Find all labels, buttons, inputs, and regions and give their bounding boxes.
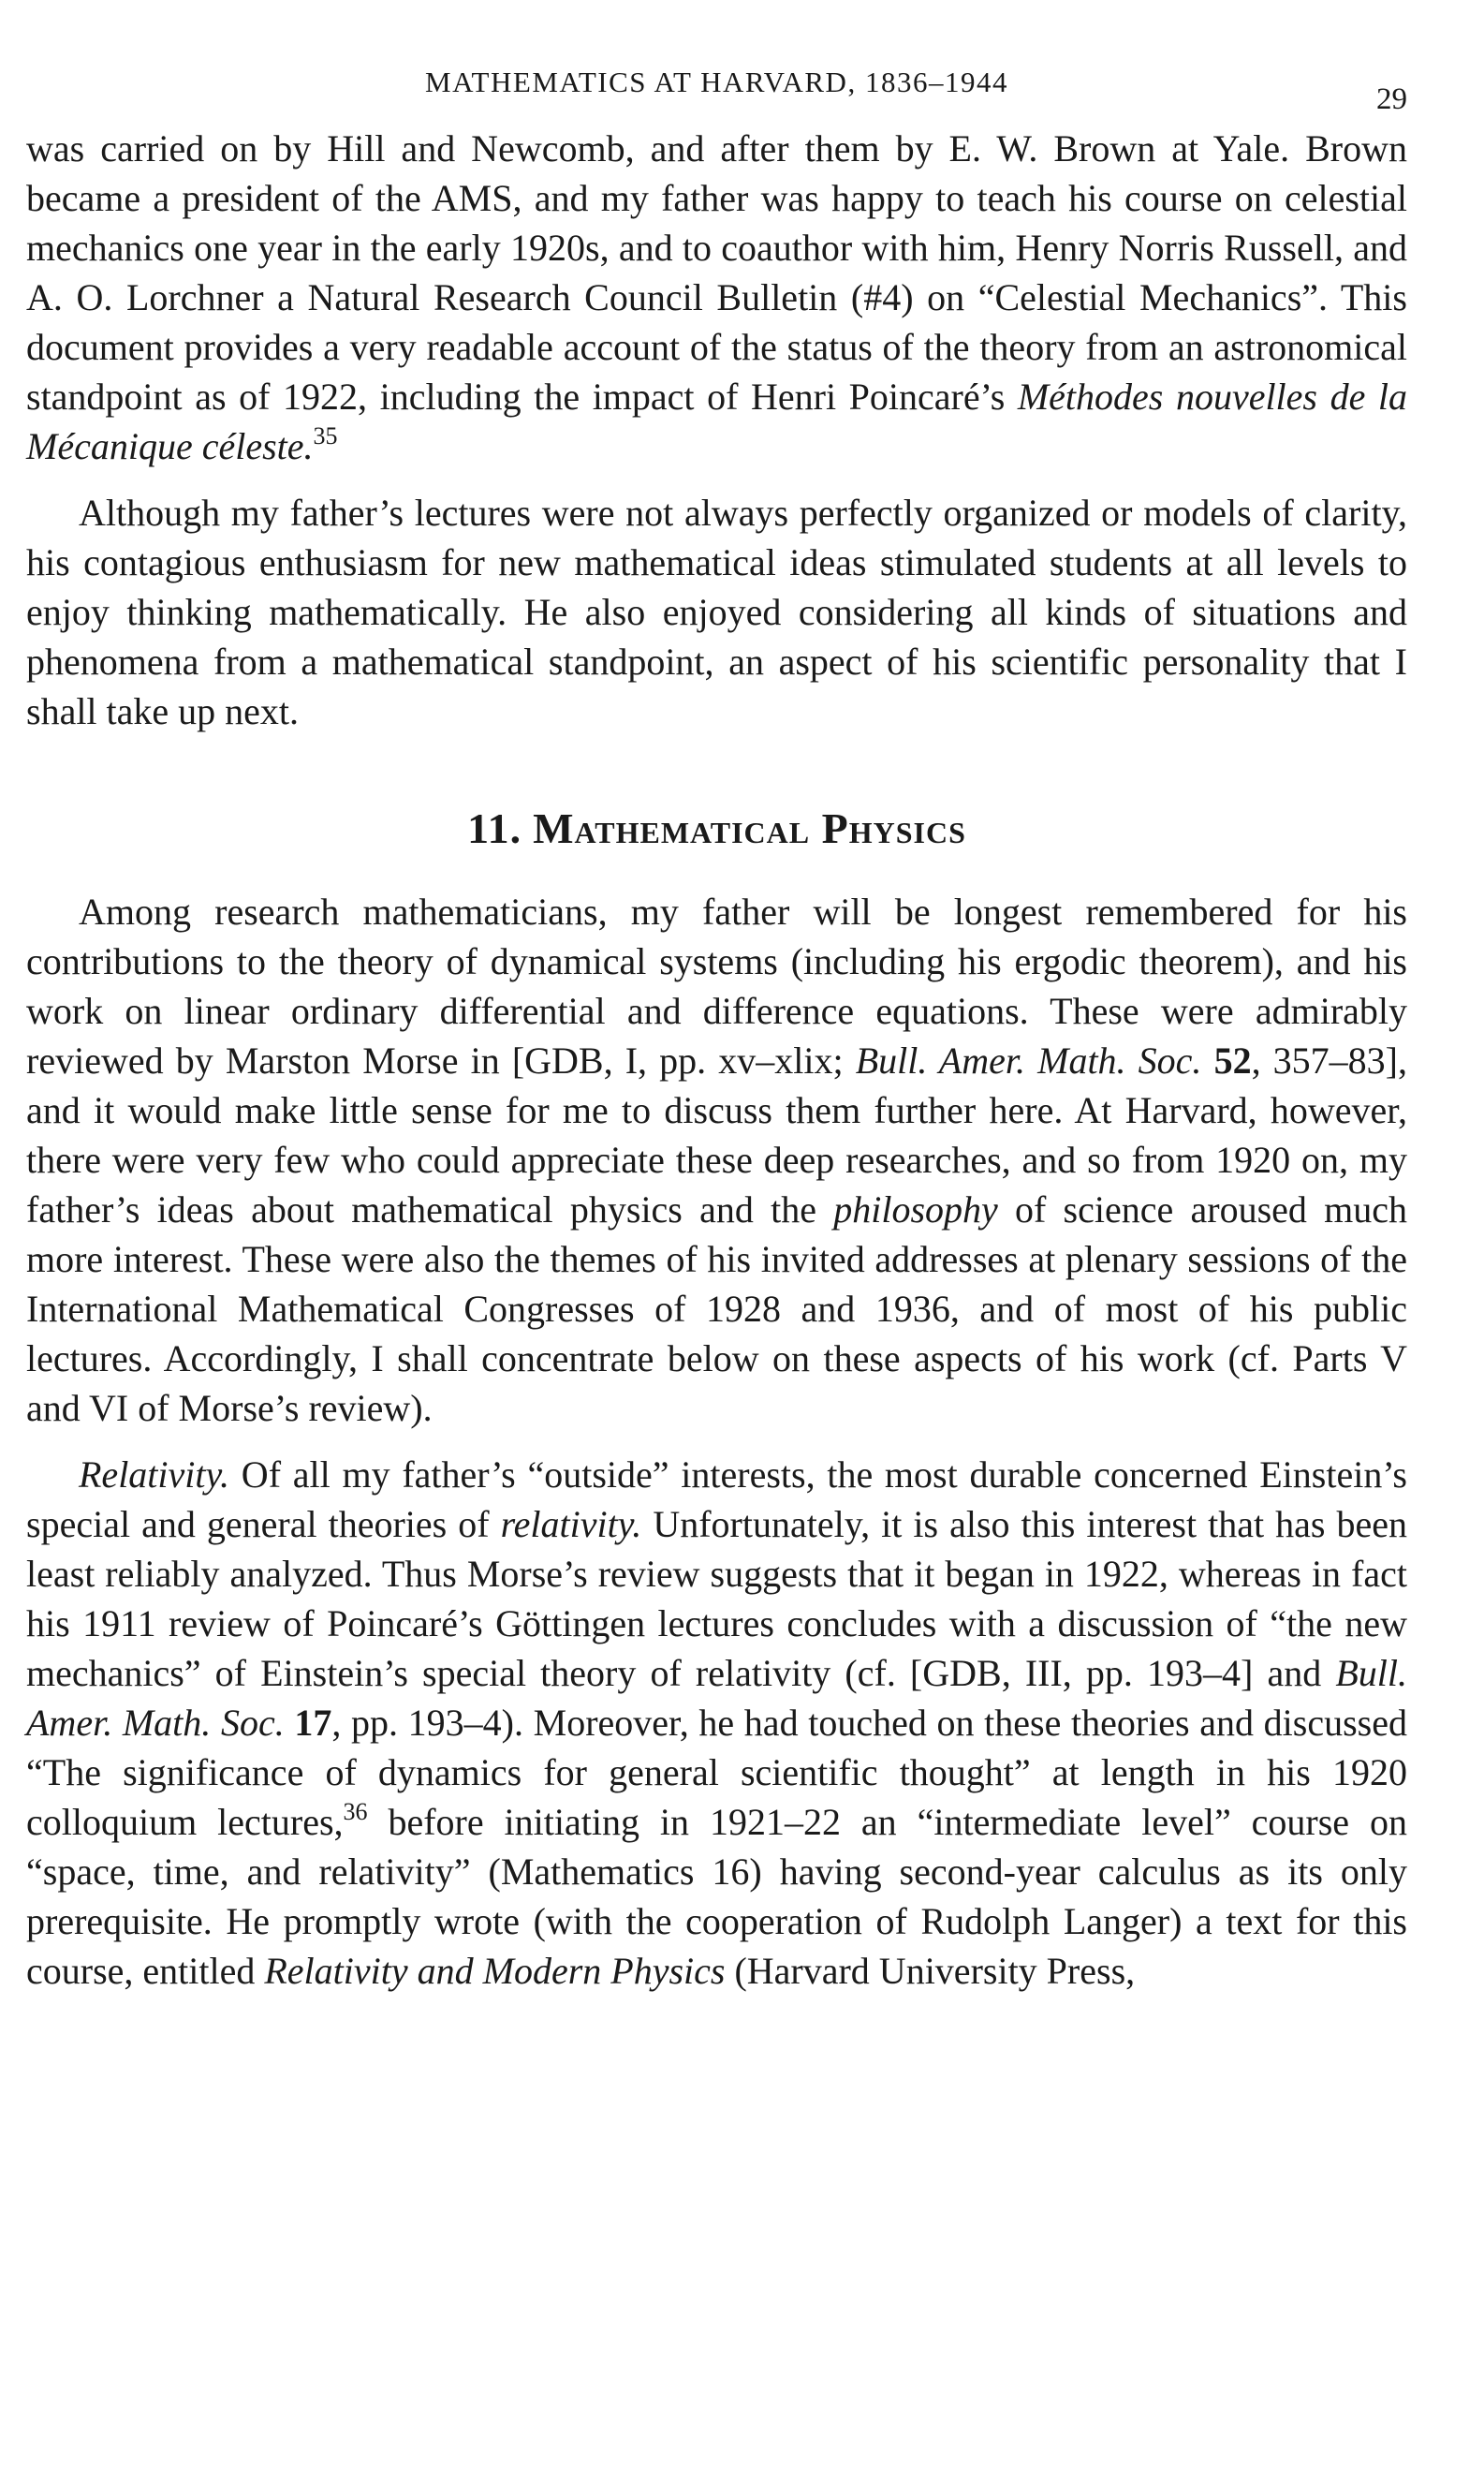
paragraph-text: before initiating in 1921–22 an “intermediate level” course on “space, time, and relativity” (Mathematics 16) having second-year calculus as its only prerequisite. He promptly wrote (with the cooperation of Rudolph Langer) a text for this course, entitled xyxy=(26,1801,1407,1992)
paragraph-text: of science aroused much more interest. These were also the themes of his invited addresses at plenary sessions of the International Mathematical Congresses of 1928 and 1936, and of most of his public lectures. Accordingly, I shall concentrate below on these aspects of his work (cf. Parts V and VI of Morse’s review). xyxy=(26,1188,1407,1429)
section-title: Mathematical Physics xyxy=(533,804,966,852)
book-title-relativity: Relativity and Modern Physics xyxy=(264,1950,726,1992)
section-heading xyxy=(26,804,1407,853)
journal-name: Bull. Amer. Math. Soc. xyxy=(26,1652,1407,1744)
book-page xyxy=(26,56,1407,1996)
emphasis-relativity: relativity. xyxy=(500,1503,642,1545)
section-number: 11. xyxy=(467,804,522,852)
paragraph-celestial-mechanics xyxy=(26,124,1407,471)
footnote-ref-36: 36 xyxy=(343,1797,368,1825)
paragraph-text: , 357–83], and it would make little sense for me to discuss them further here. At Harvard, however, there were very few who could appreciate these deep researches, and so from 1920 on, my father’s ideas about mathematical physics and the xyxy=(26,1039,1408,1231)
paragraph-lectures: Although my father’s lectures were not always perfectly organized or models of clarity, his contagious enthusiasm for new mathematical ideas stimulated students at all levels to enjoy thinking mathematically. He also enjoyed considering all kinds of situations and phenomena from a mathematical standpoint, an aspect of his scientific personality that I shall take up next. xyxy=(26,492,1407,732)
emphasis-philosophy: philosophy xyxy=(833,1188,998,1231)
paragraph-text: Unfortunately, it is also this interest that has been least reliably analyzed. Thus Morse’s review suggests that it began in 1922, whereas in fact his 1911 review of Poincaré’s Göttingen lectures concludes with a discussion of “the new mechanics” of Einstein’s special theory of relativity (cf. [GDB, III, pp. 193–4] and xyxy=(26,1503,1408,1694)
paragraph-text: (Harvard University Press, xyxy=(725,1950,1136,1992)
journal-name: Bull. Amer. Math. Soc. xyxy=(855,1039,1202,1082)
paragraph-text: , pp. 193–4). Moreover, he had touched on these theories and discussed “The significance of dynamics for general scientific thought” at length in his 1920 colloquium lectures, xyxy=(26,1702,1407,1843)
paragraph-text: was carried on by Hill and Newcomb, and after them by E. W. Brown at Yale. Brown became a president of the AMS, and my father was happy to teach his course on celestial mechanics one year in the early 1920s, and to coauthor with him, Henry Norris Russell, and A. O. Lorchner a Natural Research Council Bulletin (#4) on “Celestial Mechanics”. This document provides a very readable account of the status of the theory from an astronomical standpoint as of 1922, including the impact of Henri Poincaré’s xyxy=(26,127,1407,418)
footnote-ref-35: 35 xyxy=(313,421,338,450)
journal-volume: 17 xyxy=(294,1702,332,1744)
paragraph-text: Of all my father’s “outside” interests, the most durable concerned Einstein’s special and general theories of xyxy=(26,1453,1407,1545)
journal-volume: 52 xyxy=(1213,1039,1252,1082)
run-in-heading-relativity: Relativity. xyxy=(79,1453,230,1496)
running-head xyxy=(26,56,1407,116)
paragraph-text: Among research mathematicians, my father will be longest remembered for his contributions to the theory of dynamical systems (including his ergodic theorem), and his work on linear ordinary differential and difference equations. These were admirably reviewed by Marston Morse in [GDB, I, pp. xv–xlix; xyxy=(26,891,1407,1082)
page-number: 29 xyxy=(1376,82,1407,116)
book-title-methodes: Méthodes nouvelles de la Mécanique céleste. xyxy=(26,376,1408,467)
paragraph-relativity xyxy=(26,1450,1407,1996)
running-title: MATHEMATICS AT HARVARD, 1836–1944 xyxy=(425,66,1008,98)
paragraph-research xyxy=(26,887,1407,1433)
